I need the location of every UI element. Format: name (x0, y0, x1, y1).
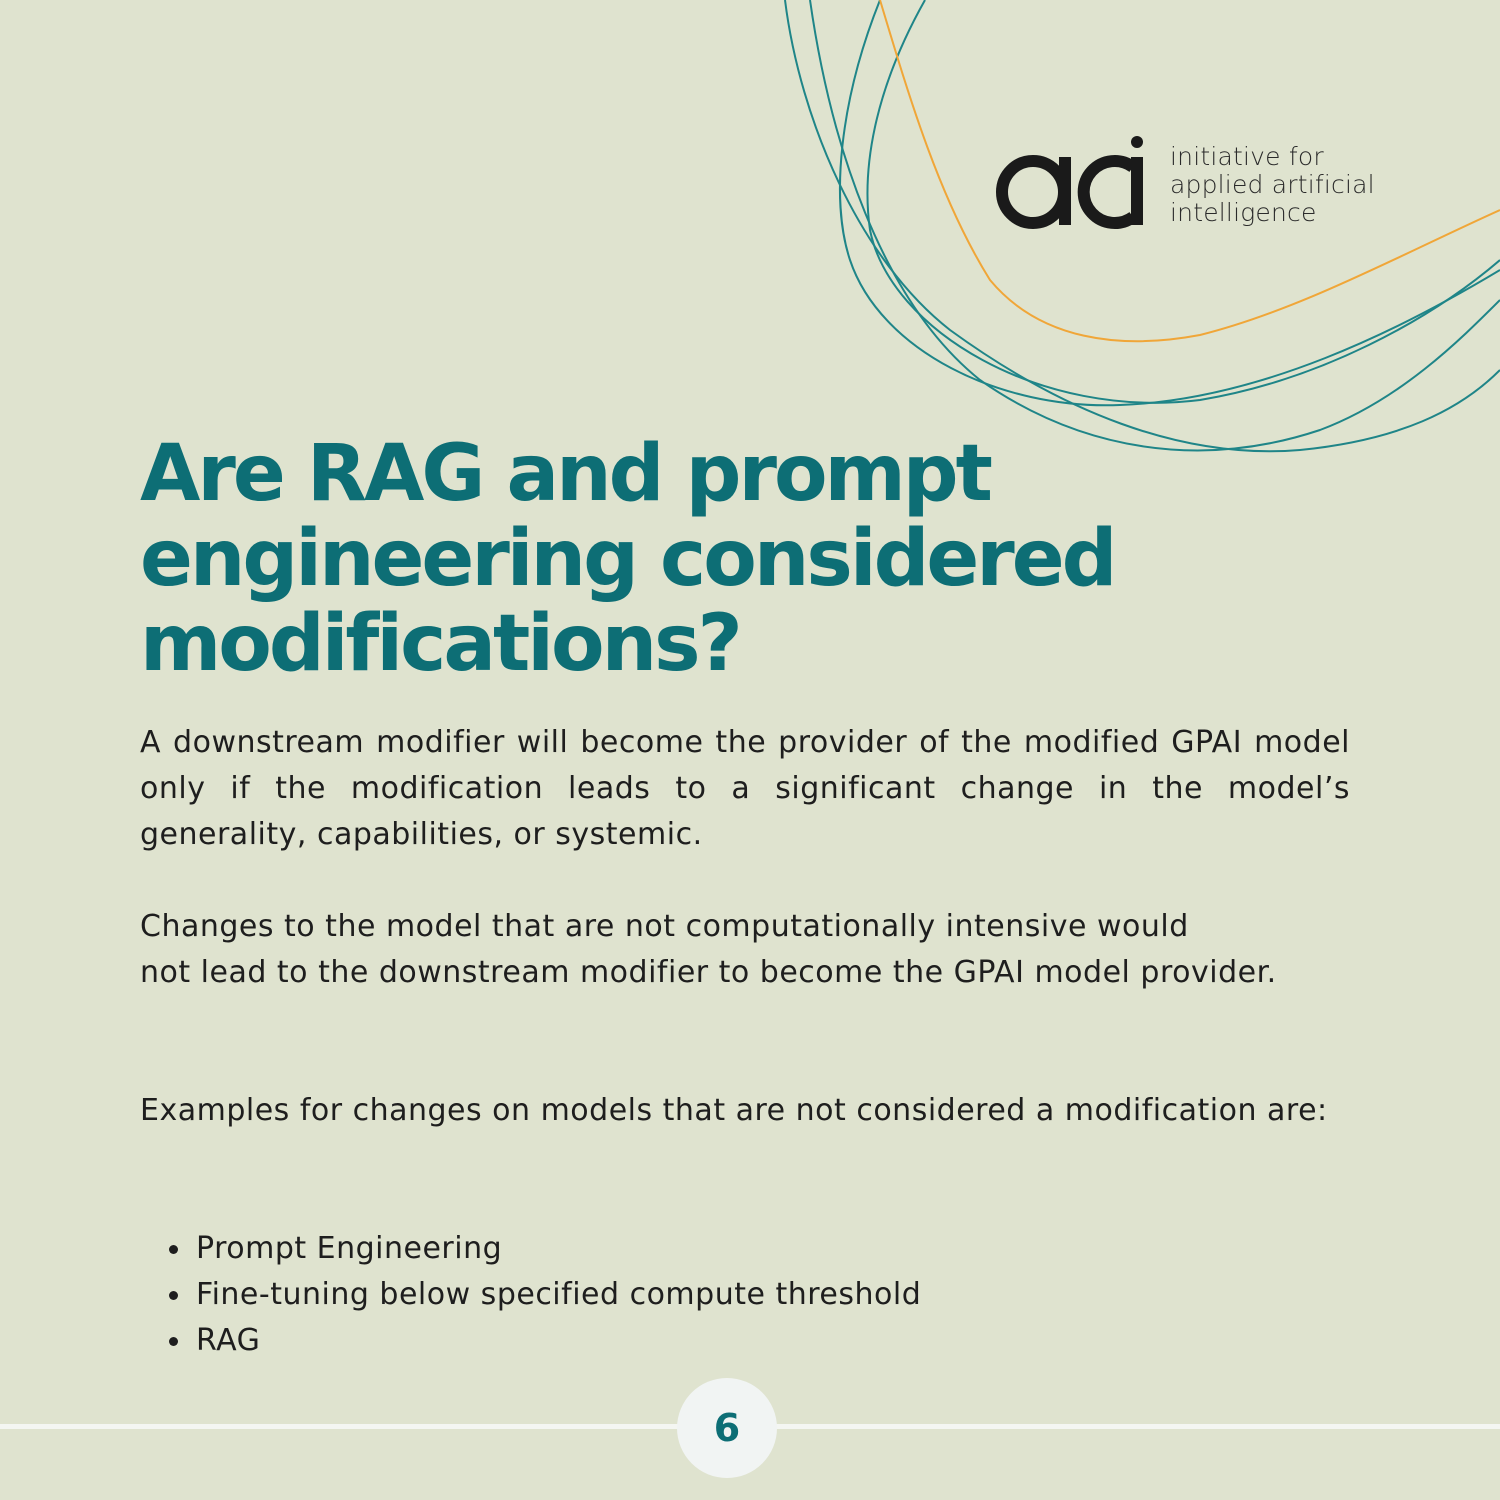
paragraph-2-line-1: Changes to the model that are not computationally intensive would (140, 909, 1189, 944)
list-item-label: RAG (196, 1323, 261, 1358)
aai-logo (995, 135, 1375, 235)
bullet-icon (169, 1291, 178, 1300)
list-item (140, 1226, 921, 1272)
page-number: 6 (713, 1406, 741, 1450)
title-line-3: modifications? (140, 599, 740, 689)
logo-line-1: initiative for (1170, 142, 1324, 171)
page-title (140, 429, 1140, 689)
paragraph-2-rest: not lead to the downstream modifier to become the GPAI model provider. (140, 955, 1277, 990)
logo-line-2: applied artificial (1170, 170, 1375, 199)
list-item (140, 1318, 921, 1364)
paragraph-computational-changes (140, 904, 1350, 996)
list-item-label: Prompt Engineering (196, 1231, 503, 1266)
list-item (140, 1272, 921, 1318)
paragraph-provider-rule: A downstream modifier will become the provider of the modified GPAI model only if the modification leads to a significant change in the model’s generality, capabilities, or systemic. (140, 725, 1350, 852)
logo-line-3: intelligence (1170, 198, 1317, 227)
list-item-label: Fine-tuning below specified compute threshold (196, 1277, 922, 1312)
title-line-2: engineering considered (140, 514, 1115, 604)
page-number-badge (677, 1378, 777, 1478)
title-line-1: Are RAG and prompt (140, 429, 990, 519)
logo-wordmark (1170, 143, 1375, 227)
bullet-icon (169, 1337, 178, 1346)
aai-logo-mark (995, 135, 1150, 235)
examples-list (140, 1226, 921, 1364)
bullet-icon (169, 1245, 178, 1254)
paragraph-examples-intro: Examples for changes on models that are not considered a modification are: (140, 1093, 1328, 1128)
